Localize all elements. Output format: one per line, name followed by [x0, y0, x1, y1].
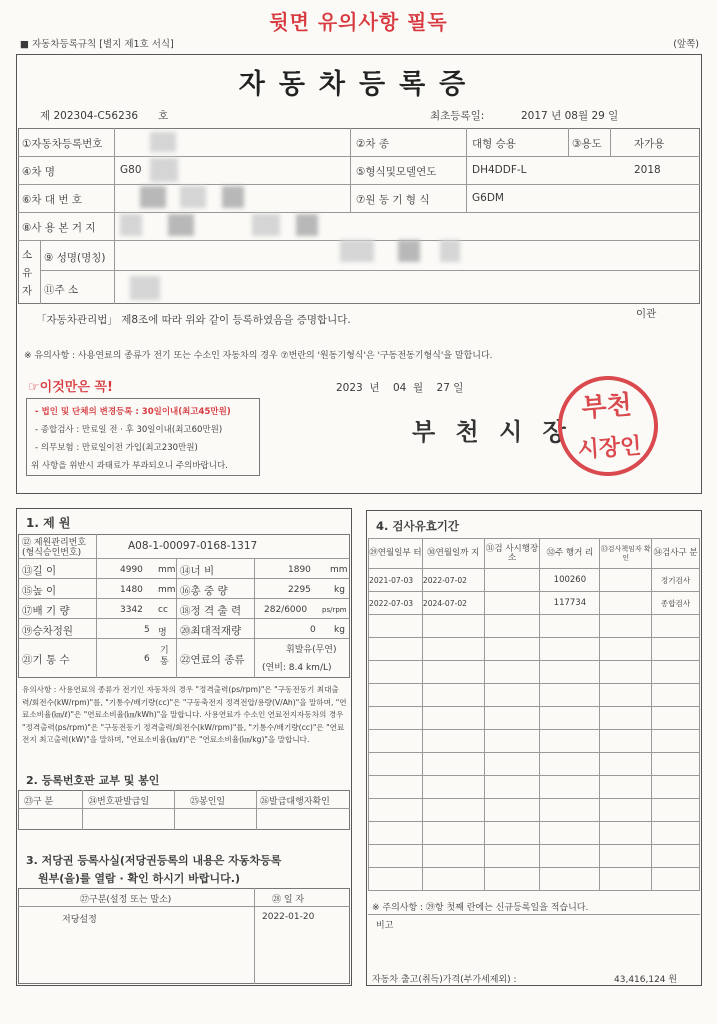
first-registration-date: 최초등록일: 2017 년 08월 29 일: [430, 110, 619, 122]
redacted-vin-1: [140, 186, 166, 208]
plate-col-seal-date: ㉕봉인일: [190, 797, 226, 807]
displacement-label: ⑰배 기 량: [22, 605, 70, 617]
address-label: ⑪주 소: [44, 284, 79, 296]
width-value: 1890: [288, 565, 311, 575]
redacted-addr: [130, 276, 160, 300]
year-value: 2018: [634, 164, 661, 176]
plate-header: 2. 등록번호판 교부 및 봉인: [26, 774, 160, 787]
redacted-loc-1: [120, 214, 142, 236]
height-value: 1480: [120, 585, 143, 595]
seats-unit: 명: [158, 628, 167, 638]
note-line-2: - 종합검사 : 만료일 전 · 후 30일이내(최고60만원): [35, 425, 223, 435]
lien-col-date: ㉘ 일 자: [272, 895, 305, 905]
length-label: ⑬길 이: [22, 565, 57, 577]
insp-col-kind: ㉞검사구 분: [652, 539, 700, 569]
redacted-reg-no: [150, 132, 176, 152]
length-value: 4990: [120, 565, 143, 575]
fuel-label: ㉒연료의 종류: [180, 654, 245, 666]
location-label: ⑧사 용 본 거 지: [22, 222, 96, 234]
fuel-value: 휘발유(무연): [286, 645, 337, 655]
power-value: 282/6000: [264, 605, 308, 615]
model-label: ④차 명: [22, 166, 56, 178]
redacted-name-2: [398, 240, 420, 262]
engine-value: G6DM: [472, 192, 504, 204]
redacted-vin-3: [222, 186, 244, 208]
redacted-name-3: [440, 240, 460, 262]
plate-col-type: ㉓구 분: [24, 797, 54, 807]
plate-col-agent: ㉖발급대행자확인: [260, 797, 330, 807]
lien-header-2: 원부(을)를 열람 · 확인 하시기 바랍니다.): [38, 872, 240, 885]
note-line-4: 위 사항을 위반시 과태료가 부과되오니 주의바랍니다.: [31, 461, 228, 471]
note-line-3: - 의무보험 : 만료일이전 가입(최고230만원): [35, 443, 198, 453]
length-unit: mm: [158, 565, 176, 575]
type-value: 대형 승용: [472, 138, 516, 150]
engine-label: ⑦원 동 기 형 식: [356, 194, 430, 206]
issue-date: 2023 년 04 월 27 일: [336, 382, 464, 394]
cylinder-value: 6: [144, 654, 150, 664]
penalty-notes-box: [26, 398, 260, 476]
caution-text: ※ 유의사항 : 사용연료의 종류가 전기 또는 수소인 자동차의 경우 ⑦번란의 '원동기형식'은 '구동전동기형식'을 말합니다.: [24, 351, 493, 361]
inspection-row: 2022-07-03 2024-07-02 117734 종합검사: [369, 592, 700, 615]
note-line-1: - 법인 및 단체의 변경등록 : 30일이내(최고45만원): [35, 407, 231, 417]
lien-type-value: 저당설정: [62, 915, 97, 925]
inspection-table: [368, 538, 700, 891]
type-approval-label: ⑫ 제원관리번호 (형식승인번호): [22, 538, 87, 558]
seats-label: ⑲승차정원: [22, 625, 74, 637]
fuel-efficiency: (연비: 8.4 km/L): [262, 663, 332, 673]
inspection-footnote: ※ 주의사항 : ㉙항 첫째 란에는 신규등록일을 적습니다.: [372, 903, 589, 913]
width-unit: mm: [330, 565, 348, 575]
insp-col-to: ㉚연월일까 지: [422, 539, 484, 569]
insp-col-mileage: ㉜주 행거 리: [540, 539, 600, 569]
receipt-text: 이관: [636, 308, 657, 320]
weight-unit: kg: [334, 585, 345, 595]
weight-value: 2295: [288, 585, 311, 595]
type-label: ②차 종: [356, 138, 390, 150]
displacement-value: 3342: [120, 605, 143, 615]
width-label: ⑭너 비: [180, 565, 215, 577]
redacted-model: [150, 158, 178, 182]
certify-text: 「자동차관리법」 제8조에 따라 위와 같이 등록하였음을 증명합니다.: [36, 314, 351, 326]
lien-date-value: 2022-01-20: [262, 912, 315, 922]
remarks-label: 비고: [376, 921, 394, 931]
spec-header: 1. 제 원: [26, 516, 71, 530]
load-unit: kg: [334, 625, 345, 635]
owner-label: 소 유 자: [22, 249, 33, 297]
inspection-row: 2021-07-03 2022-07-02 100260 정기검사: [369, 569, 700, 592]
redacted-name-1: [340, 240, 374, 262]
type-approval-value: A08-1-00097-0168-1317: [128, 540, 258, 552]
official-seal-stamp: 부천 시장인: [555, 373, 662, 480]
redacted-vin-2: [180, 186, 206, 208]
power-unit: ps/rpm: [322, 606, 347, 614]
seats-value: 5: [144, 625, 150, 635]
front-side-label: (앞쪽): [673, 39, 699, 50]
name-label: ⑨ 성명(명칭): [44, 252, 106, 264]
notice-banner: 뒷면 유의사항 필독: [269, 10, 448, 34]
load-value: 0: [310, 625, 316, 635]
cylinder-unit: 기통: [160, 646, 169, 667]
issuing-authority: 부 천 시 장: [412, 418, 572, 446]
lien-col-type: ㉗구분(설정 또는 말소): [80, 895, 172, 905]
insp-col-from: ㉙연월일부 터: [369, 539, 423, 569]
use-label: ③용도: [572, 138, 602, 150]
price-label: 자동차 출고(취득)가격(부가세제외) :: [372, 975, 517, 985]
document-title: 자동차등록증: [238, 69, 480, 100]
model-value: G80: [120, 164, 142, 176]
spec-notes: 유의사항 : 사용연료의 종류가 전기인 자동차의 경우 "정격출력(ps/rpm)"은 "구동전동기 최대출력/회전수(kW/rpm)"를, "기통수/배기량(cc)"은 "구동축전지 정격전압/용량(V/Ah)"을 말하며, "연료소비율(㎞/ℓ)"은 "연료소비율(㎞/kWh)"을 말합니다. 사용연료가 수소인 연료전지자동차의 경우 "정격출력(ps/rpm)"은 "구동전동기 정격출력/회전수(kW/rpm)"를, "기통수/배기량(cc)"은 "연료전지 최고출력(kW)"을 말하며, "연료소비율(㎞/ℓ)"은 "연료소비율(㎞/kg)"을 말합니다.: [22, 685, 347, 745]
rule-reference: ■ 자동차등록규칙 [별지 제1호 서식]: [20, 39, 174, 50]
redacted-loc-2: [168, 214, 194, 236]
insp-col-inspector: ㉝검사책임자 확 인: [600, 539, 652, 569]
modelyear-label: ⑤형식및모델연도: [356, 166, 437, 178]
vin-label: ⑥차 대 번 호: [22, 194, 82, 206]
redacted-loc-3: [252, 214, 280, 236]
weight-label: ⑯총 중 량: [180, 585, 228, 597]
use-value: 자가용: [634, 138, 665, 150]
height-unit: mm: [158, 585, 176, 595]
insp-col-place: ㉛검 사시행장소: [484, 539, 540, 569]
lien-header-1: 3. 저당권 등록사실(저당권등록의 내용은 자동차등록: [26, 854, 282, 867]
cert-number-row: 제 202304-C56236 호: [40, 110, 169, 122]
price-value: 43,416,124 원: [614, 975, 678, 985]
power-label: ⑱정 격 출 력: [180, 605, 242, 617]
plate-col-issue-date: ㉔번호판발급일: [88, 797, 150, 807]
reg-no-label: ①자동차등록번호: [22, 138, 103, 150]
load-label: ⑳최대적재량: [180, 625, 242, 637]
displacement-unit: cc: [158, 605, 168, 615]
cylinder-label: ㉑기 통 수: [22, 654, 70, 666]
must-know-heading: ☞이것만은 꼭!: [28, 380, 113, 395]
inspection-header: 4. 검사유효기간: [376, 519, 460, 533]
height-label: ⑮높 이: [22, 585, 57, 597]
redacted-loc-4: [296, 214, 318, 236]
form-value: DH4DDF-L: [472, 164, 527, 176]
